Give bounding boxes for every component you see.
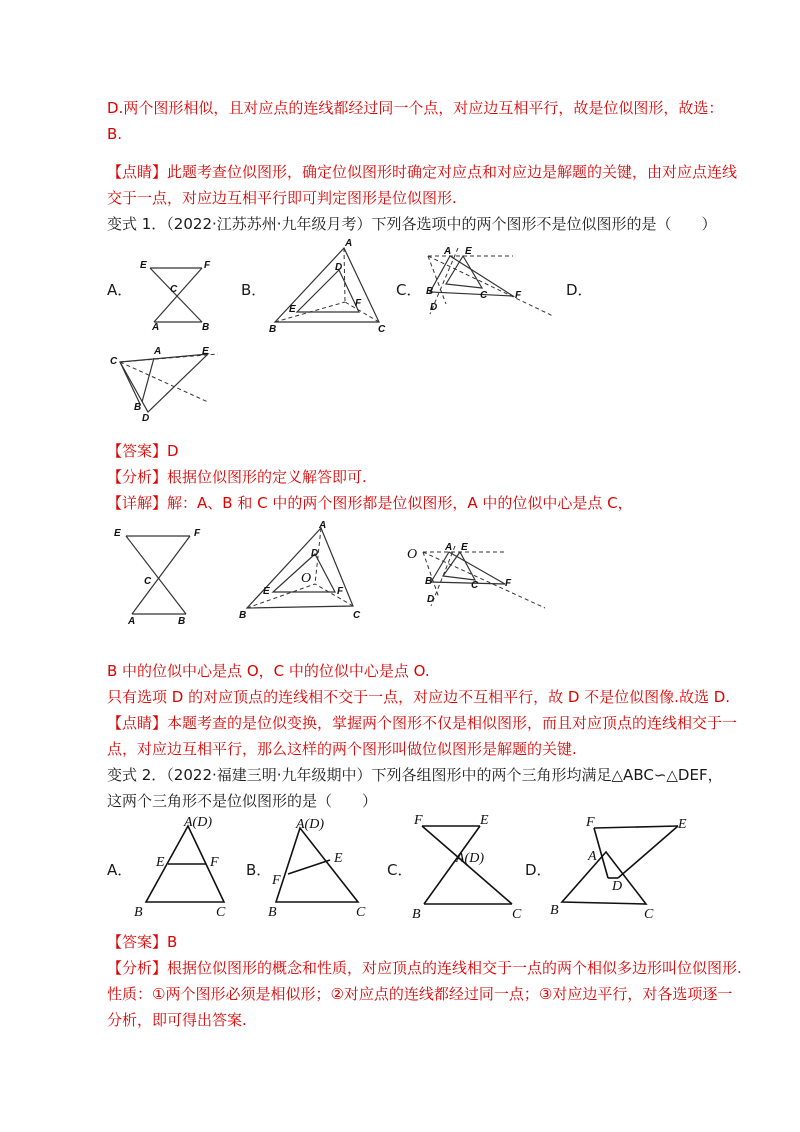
point-label-b: B — [550, 903, 559, 918]
center-explanation: B 中的位似中心是点 O，C 中的位似中心是点 O. — [107, 662, 430, 680]
point-label-b: B — [134, 905, 143, 920]
comment-line: 交于一点，对应边互相平行即可判定图形是位似图形. — [107, 189, 457, 207]
point-label-a: A — [319, 520, 327, 531]
point-label-a: A — [154, 346, 162, 357]
point-label-f: F — [505, 578, 512, 589]
point-label-e: E — [289, 304, 296, 315]
point-label-a: A — [445, 542, 453, 553]
point-label-c: C — [644, 907, 654, 922]
point-label-ad: A(D) — [456, 851, 484, 866]
point-label-e: E — [156, 855, 165, 870]
answer-line — [107, 441, 179, 461]
point-label-f: F — [355, 298, 362, 309]
point-label-ad: A(D) — [184, 815, 212, 830]
point-label-b: B — [425, 576, 433, 587]
question-text: 变式 2．（2022·福建三明·九年级期中）下列各组图形中的两个三角形均满足△ABC∽△DEF， — [107, 766, 723, 784]
analysis-line: 分析，即可得出答案. — [107, 1011, 247, 1029]
answer-line — [107, 932, 177, 952]
option-label-d: D． — [525, 861, 552, 879]
question-text: 变式 1．（2022·江苏苏州·九年级月考）下列各选项中的两个图形不是位似图形的是（ ） — [107, 215, 717, 233]
point-label-e: E — [461, 542, 468, 553]
analysis-tag: 【分析】 — [107, 468, 168, 486]
detail-line — [107, 493, 633, 513]
analysis-line: 性质：①两个图形必须是相似形；②对应点的连线都经过同一点；③对应边平行，对各选项逐一 — [107, 985, 733, 1003]
option-label-b: B． — [241, 281, 267, 299]
point-label-a: A — [345, 238, 353, 249]
point-label-c: C — [353, 610, 361, 621]
point-label-c: C — [216, 905, 226, 920]
question-text: 这两个三角形不是位似图形的是（ ） — [107, 792, 378, 810]
analysis-line — [107, 467, 367, 487]
point-label-f: F — [515, 290, 522, 301]
point-label-c: C — [170, 284, 178, 295]
answer-tag: 【答案】 — [107, 442, 168, 460]
option-label-a: A． — [107, 281, 133, 299]
point-label-c: C — [378, 324, 386, 335]
comment-line: 点，对应边互相平行，那么这样的两个图形叫做位似图形是解题的关键. — [107, 740, 577, 758]
conclusion-text: 只有选项 D 的对应顶点的连线相不交于一点，对应边不互相平行，故 D 不是位似图像.故选 D. — [107, 688, 731, 706]
point-label-b: B — [268, 905, 277, 920]
point-label-b: B — [202, 322, 210, 333]
detail-text: 解：A、B 和 C 中的两个图形都是位似图形，A 中的位似中心是点 C， — [167, 494, 633, 512]
figure-v1-d — [108, 344, 228, 424]
point-label-d: D — [311, 548, 319, 559]
answer-text-line: B. — [107, 125, 123, 143]
answer-value: D — [167, 442, 179, 460]
option-label-a: A． — [107, 861, 133, 879]
comment-line — [107, 162, 737, 182]
analysis-tag: 【分析】 — [107, 959, 168, 977]
point-label-e: E — [480, 813, 489, 828]
point-label-f: F — [414, 813, 423, 828]
figure-v2-a — [128, 812, 238, 922]
point-label-f: F — [204, 260, 211, 271]
figure-v1-a — [140, 260, 220, 336]
point-label-e: E — [678, 817, 687, 832]
figure-solution-a — [112, 528, 212, 628]
option-label-c: C． — [387, 861, 413, 879]
point-label-f: F — [210, 855, 219, 870]
point-label-d: D — [142, 413, 150, 424]
point-label-c: C — [356, 905, 366, 920]
point-label-d: D — [335, 262, 343, 273]
analysis-text: 根据位似图形的定义解答即可. — [167, 468, 367, 486]
point-label-a: A — [588, 849, 597, 864]
point-label-o: O — [301, 571, 312, 586]
comment-text: 此题考查位似图形，确定位似图形时确定对应点和对应边是解题的关键，由对应点连线 — [167, 163, 738, 181]
option-label-c: C． — [396, 281, 422, 299]
option-label-d: D． — [566, 281, 593, 299]
point-label-f: F — [586, 815, 595, 830]
figure-v2-c — [410, 812, 530, 922]
comment-line — [107, 713, 737, 733]
figure-solution-c — [405, 540, 555, 615]
comment-tag: 【点睛】 — [107, 163, 168, 181]
analysis-line — [107, 958, 742, 978]
point-label-c: C — [144, 576, 152, 587]
point-label-b: B — [412, 907, 421, 922]
point-label-a: A — [152, 322, 160, 333]
point-label-b: B — [269, 324, 277, 335]
point-label-f: F — [272, 873, 281, 888]
point-label-b: B — [426, 286, 434, 297]
point-label-e: E — [202, 346, 209, 357]
figure-v2-d — [548, 812, 698, 922]
comment-text: 本题考查的是位似变换，掌握两个图形不仅是相似图形，而且对应顶点的连线相交于一 — [167, 714, 738, 732]
point-label-b: B — [134, 402, 142, 413]
point-label-b: B — [239, 610, 247, 621]
point-label-d: D — [427, 594, 435, 605]
point-label-a: A — [128, 616, 136, 627]
point-label-e: E — [114, 528, 121, 539]
point-label-c: C — [110, 356, 118, 367]
point-label-f: F — [194, 528, 201, 539]
point-label-e: E — [334, 851, 343, 866]
point-label-d: D — [430, 302, 438, 313]
option-label-b: B． — [246, 861, 272, 879]
figure-v1-c — [418, 242, 558, 322]
point-label-c: C — [512, 907, 522, 922]
point-label-e: E — [465, 246, 472, 257]
point-label-b: B — [178, 616, 186, 627]
point-label-e: E — [263, 586, 270, 597]
point-label-f: F — [337, 586, 344, 597]
answer-value: B — [167, 933, 178, 951]
point-label-c: C — [480, 290, 488, 301]
analysis-text: 根据位似图形的概念和性质，对应顶点的连线相交于一点的两个相似多边形叫位似图形. — [167, 959, 742, 977]
answer-tag: 【答案】 — [107, 933, 168, 951]
detail-tag: 【详解】 — [107, 494, 168, 512]
figure-v1-b — [265, 240, 395, 335]
figure-v2-b — [268, 812, 378, 922]
comment-tag: 【点睛】 — [107, 714, 168, 732]
point-label-c: C — [471, 580, 479, 591]
point-label-d: D — [612, 879, 623, 894]
point-label-o: O — [407, 547, 418, 562]
point-label-e: E — [140, 260, 147, 271]
point-label-a: A — [444, 246, 452, 257]
point-label-ad: A(D) — [296, 817, 324, 832]
figure-solution-b — [235, 520, 365, 620]
answer-text-line: D.两个图形相似，且对应点的连线都经过同一个点，对应边互相平行，故是位似图形，故选： — [107, 99, 724, 117]
